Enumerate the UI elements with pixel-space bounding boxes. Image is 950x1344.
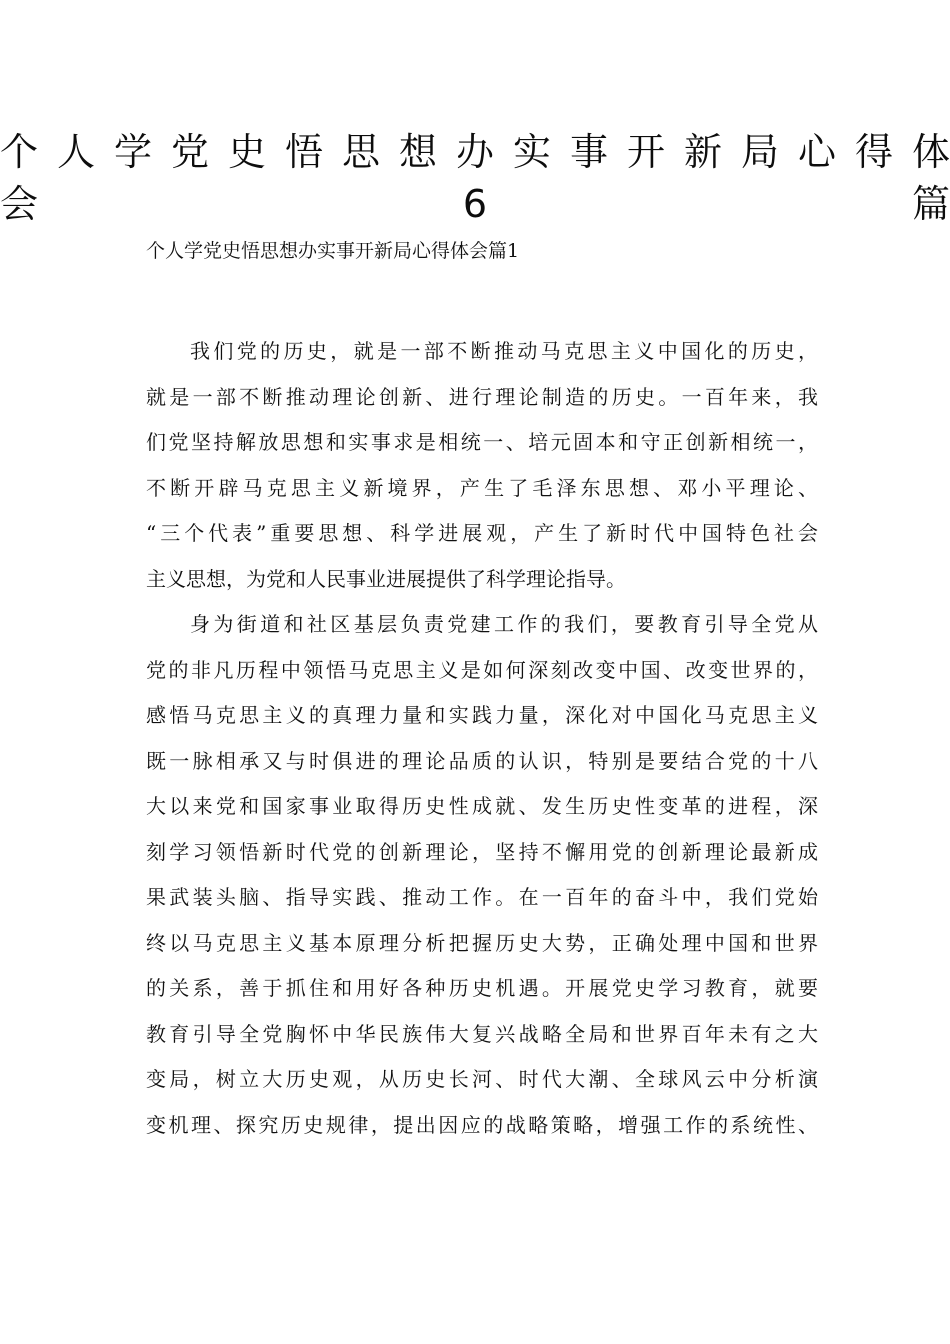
title-line: 会6篇 (0, 182, 950, 226)
text-line: 终以马克思主义基本原理分析把握历史大势，正确处理中国和世界 (146, 930, 818, 955)
document-body (146, 329, 818, 1148)
text-line: “三个代表”重要思想、科学进展观，产生了新时代中国特色社会 (146, 521, 818, 545)
text-line: 身为街道和社区基层负责党建工作的我们，要教育引导全党从 (190, 612, 818, 636)
text-line: 果武装头脑、指导实践、推动工作。在一百年的奋斗中，我们党始 (146, 885, 818, 909)
text-line: 我们党的历史，就是一部不断推动马克思主义中国化的历史， (190, 339, 818, 363)
text-line: 刻学习领悟新时代党的创新理论，坚持不懈用党的创新理论最新成 (146, 839, 818, 864)
text-line: 不断开辟马克思主义新境界，产生了毛泽东思想、邓小平理论、 (146, 475, 818, 500)
text-line: 们党坚持解放思想和实事求是相统一、培元固本和守正创新相统一， (146, 430, 818, 454)
text-line: 主义思想，为党和人民事业进展提供了科学理论指导。 (146, 566, 626, 591)
text-line: 教育引导全党胸怀中华民族伟大复兴战略全局和世界百年未有之大 (146, 1021, 818, 1046)
text-line: 党的非凡历程中领悟马克思主义是如何深刻改变中国、改变世界的， (146, 657, 818, 682)
text-line: 就是一部不断推动理论创新、进行理论制造的历史。一百年来，我 (146, 384, 818, 409)
paragraph-1 (146, 329, 818, 602)
paragraph-2 (146, 602, 818, 1148)
document-title (0, 126, 950, 230)
text-line: 既一脉相承又与时俱进的理论品质的认识，特别是要结合党的十八 (146, 748, 818, 773)
text-line: 大以来党和国家事业取得历史性成就、发生历史性变革的进程，深 (146, 794, 818, 818)
text-line: 变局，树立大历史观，从历史长河、时代大潮、全球风云中分析演 (146, 1067, 818, 1091)
title-line: 个人学党史悟思想办实事开新局心得体 (0, 130, 950, 174)
text-line: 变机理、探究历史规律，提出因应的战略策略，增强工作的系统性、 (146, 1112, 818, 1137)
section-subtitle: 个人学党史悟思想办实事开新局心得体会篇1 (146, 240, 520, 262)
text-line: 的关系，善于抓住和用好各种历史机遇。开展党史学习教育，就要 (146, 976, 818, 1000)
text-line: 感悟马克思主义的真理力量和实践力量，深化对中国化马克思主义 (146, 703, 818, 727)
